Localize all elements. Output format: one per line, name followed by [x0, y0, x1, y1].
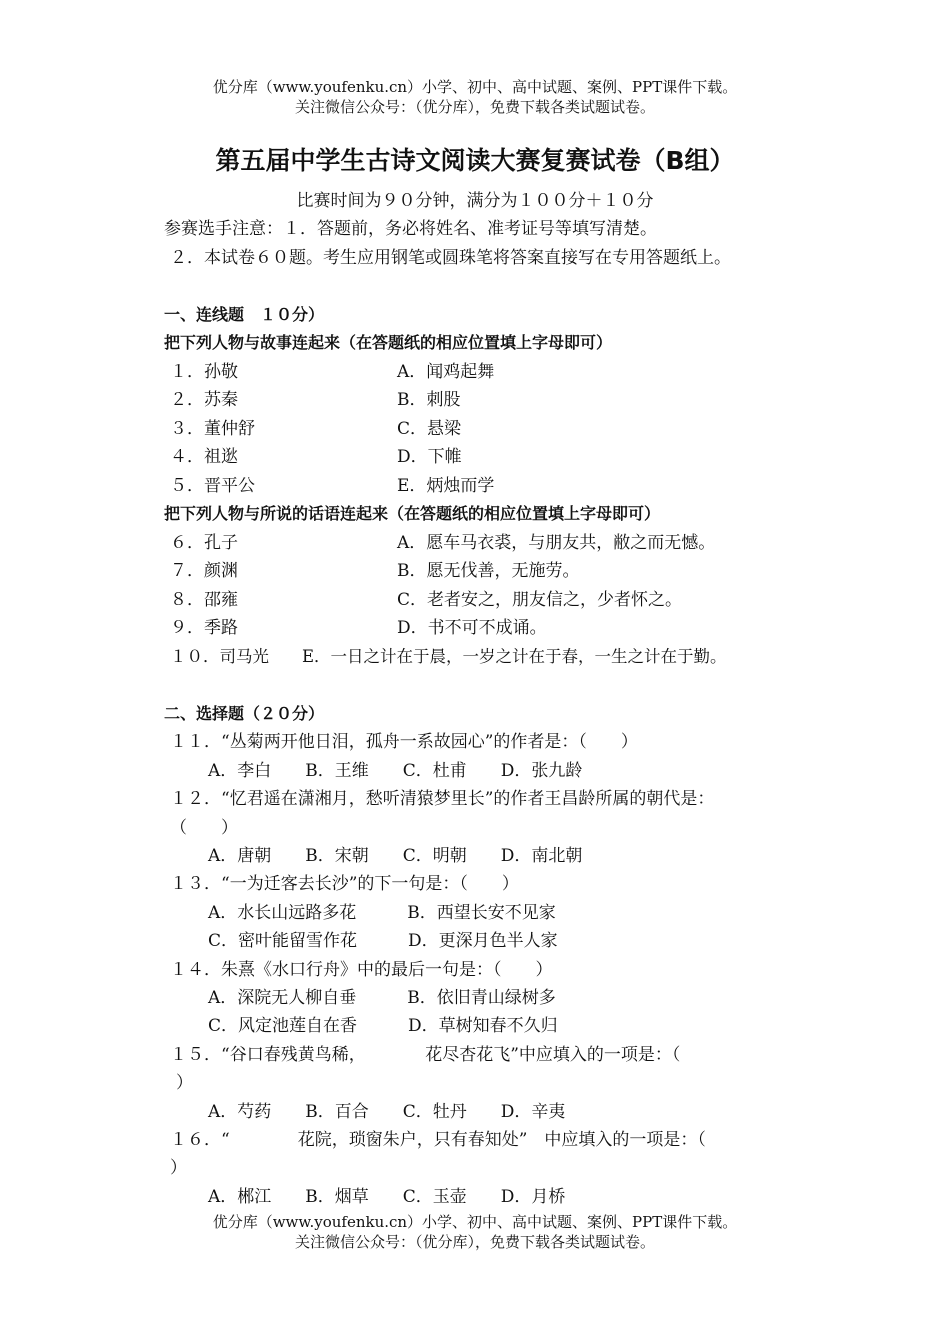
match-row: [170, 446, 870, 468]
question-16-options: A．郴江 B．烟草 C．玉壶 D．月桥: [208, 1187, 566, 1207]
match-row-10: １０．司马光 E．一日之计在于晨，一岁之计在于春，一生之计在于勤。: [170, 647, 727, 666]
match-left: ７．颜渊: [170, 561, 238, 581]
section1-heading: 一、连线题 １０分）: [164, 305, 325, 324]
exam-subtitle: 比赛时间为９０分钟，满分为１００分＋１０分: [296, 191, 654, 211]
question-14-options-2: C．风定池莲自在香 D．草树知春不久归: [208, 1016, 558, 1036]
match-left: ５．晋平公: [170, 476, 255, 496]
match-left: ８．邵雍: [170, 590, 238, 610]
match-row: [170, 589, 870, 611]
match-row: [170, 389, 870, 411]
note-line-2: ２．本试卷６０题。考生应用钢笔或圆珠笔将答案直接写在专用答题纸上。: [170, 248, 731, 268]
section1-instruction-1: 把下列人物与故事连起来（在答题纸的相应位置填上字母即可）: [164, 333, 613, 352]
match-right: A．闻鸡起舞: [397, 362, 495, 382]
match-row: [170, 418, 870, 440]
match-right: B．愿无伐善，无施劳。: [397, 561, 580, 581]
section1-instruction-2: 把下列人物与所说的话语连起来（在答题纸的相应位置填上字母即可）: [164, 504, 661, 523]
question-16: １６．“ 花院，琐窗朱户，只有春知处” 中应填入的一项是：（: [170, 1130, 706, 1150]
question-12: １２．“忆君遥在潇湘月，愁听清猿梦里长”的作者王昌龄所属的朝代是：: [170, 789, 715, 809]
match-right: D．书不可不成诵。: [397, 618, 547, 638]
question-15-options: A．芍药 B．百合 C．牡丹 D．辛夷: [208, 1102, 566, 1122]
match-left: １．孙敬: [170, 362, 238, 382]
header-line-1: 优分库（www.youfenku.cn）小学、初中、高中试题、案例、PPT课件下载。: [212, 78, 738, 96]
question-13: １３．“一为迁客去长沙”的下一句是：（ ）: [170, 874, 519, 894]
match-right: C．老者安之，朋友信之，少者怀之。: [397, 590, 683, 610]
note-line-1: 参赛选手注意：１．答题前，务必将姓名、准考证号等填写清楚。: [164, 219, 657, 239]
match-right: E．炳烛而学: [397, 476, 495, 496]
section2-heading: 二、选择题（２０分）: [164, 704, 325, 723]
match-row: [170, 560, 870, 582]
match-left: ２．苏秦: [170, 390, 238, 410]
question-12-options: A．唐朝 B．宋朝 C．明朝 D．南北朝: [208, 846, 583, 866]
question-13-options-1: A．水长山远路多花 B．西望长安不见家: [208, 903, 556, 923]
page-title: 第五届中学生古诗文阅读大赛复赛试卷（B组）: [215, 146, 735, 175]
match-row: [170, 475, 870, 497]
footer-line-1: 优分库（www.youfenku.cn）小学、初中、高中试题、案例、PPT课件下载。: [212, 1213, 738, 1231]
match-row: [170, 617, 870, 639]
question-16-cont: ）: [170, 1158, 187, 1178]
question-14-options-1: A．深院无人柳自垂 B．依旧青山绿树多: [208, 988, 556, 1008]
question-14: １４．朱熹《水口行舟》中的最后一句是：（ ）: [170, 960, 553, 980]
match-right: B．刺股: [397, 390, 461, 410]
question-13-options-2: C．密叶能留雪作花 D．更深月色半人家: [208, 931, 558, 951]
match-left: ４．祖逖: [170, 447, 238, 467]
question-11-options: A．李白 B．王维 C．杜甫 D．张九龄: [208, 761, 583, 781]
header-line-2: 关注微信公众号：（优分库），免费下载各类试题试卷。: [294, 98, 655, 116]
match-right: C．悬梁: [397, 419, 462, 439]
match-right: D．下帷: [397, 447, 462, 467]
footer-line-2: 关注微信公众号：（优分库），免费下载各类试题试卷。: [294, 1233, 655, 1251]
question-15-cont: ）: [176, 1073, 193, 1093]
match-row: [170, 361, 870, 383]
question-11: １１．“丛菊两开他日泪，孤舟一系故园心”的作者是：（ ）: [170, 732, 638, 752]
match-left: ３．董仲舒: [170, 419, 255, 439]
match-left: ９．季路: [170, 618, 238, 638]
question-12-cont: （ ）: [170, 818, 238, 838]
question-15: １５．“谷口春残黄鸟稀， 花尽杏花飞”中应填入的一项是：（: [170, 1045, 681, 1065]
match-left: ６．孔子: [170, 533, 238, 553]
match-row: [170, 532, 870, 554]
match-right: A．愿车马衣裘，与朋友共，敝之而无憾。: [397, 533, 716, 553]
